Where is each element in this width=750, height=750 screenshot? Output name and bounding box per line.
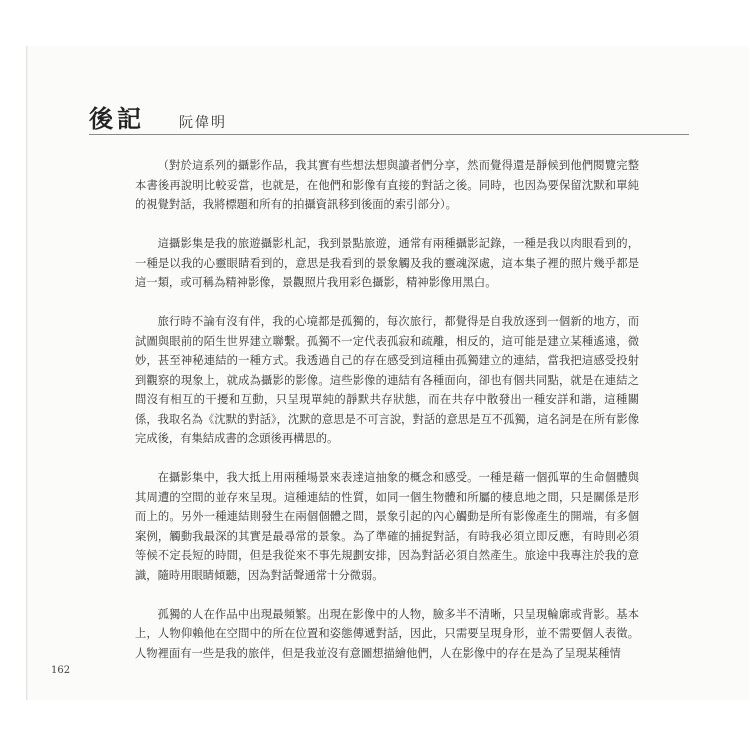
paragraph: 旅行時不論有沒有伴，我的心境都是孤獨的，每次旅行，都覺得是自我放逐到一個新的地方，而試圖與眼前的陌生世界建立聯繫。孤獨不一定代表孤寂和疏離，相反的，這可能是建立某種遙遠，微妙，甚至神秘連結的一種方式。我透過自己的存在感受到這種由孤獨建立的連結，當我把這感受投射到觀察的現象上，就成為攝影的影像。這些影像的連結有各種面向，卻也有個共同點，就是在連結之間沒有相互的干擾和互動，只呈現單純的靜默共存狀態，而在共存中散發出一種安詳和諧，這種關係，我取名為《沈默的對話》，沈默的意思是不可言說，對話的意思是互不孤獨，這名詞是在所有影像完成後，有集結成書的念頭後再構思的。 <box>135 315 639 445</box>
body-text <box>135 156 639 683</box>
paragraph: 這攝影集是我的旅遊攝影札記，我到景點旅遊，通常有兩種攝影記錄，一種是我以肉眼看到的，一種是以我的心靈眼睛看到的，意思是我看到的景象觸及我的靈魂深處，這本集子裡的照片幾乎都是這一類，或可稱為精神影像，景觀照片我用彩色攝影，精神影像用黑白。 <box>135 237 639 289</box>
page-number: 162 <box>51 665 71 676</box>
header-divider <box>89 134 689 135</box>
chapter-title: 後記 <box>89 104 145 133</box>
author-name: 阮偉明 <box>179 115 227 131</box>
paragraph: 孤獨的人在作品中出現最頻繁。出現在影像中的人物，臉多半不清晰，只呈現輪廓或背影。基本上，人物仰賴他在空間中的所在位置和姿態傳遞對話，因此，只需要呈現身形，並不需要個人表徵。人物裡面有一些是我的旅伴，但是我並沒有意圖想描繪他們，人在影像中的存在是為了呈現某種情 <box>135 607 639 660</box>
paragraph: （對於這系列的攝影作品，我其實有些想法想與讀者們分享，然而覺得還是靜候到他們閱覽完整本書後再說明比較妥當，也就是，在他們和影像有直接的對話之後。同時，也因為要保留沈默和單純的視覺對話，我將標題和所有的拍攝資訊移到後面的索引部分）。 <box>135 159 639 211</box>
paragraph: 在攝影集中，我大抵上用兩種場景來表達這抽象的概念和感受。一種是藉一個孤單的生命個體與其周遭的空間的並存來呈現。這種連結的性質，如同一個生物體和所屬的棲息地之間，只是關係是形而上的。另外一種連結則發生在兩個個體之間，景象引起的內心觸動是所有影像產生的開端，有多個案例，觸動我最深的其實是最尋常的景象。為了準確的捕捉對話，有時我必須立即反應，有時則必須等候不定長短的時間，但是我從來不事先規劃安排，因為對話必須自然產生。旅途中我專注於我的意識，隨時用眼睛傾聽，因為對話聲通常十分微弱。 <box>135 471 639 582</box>
book-page <box>26 46 749 700</box>
chapter-header <box>89 104 689 144</box>
